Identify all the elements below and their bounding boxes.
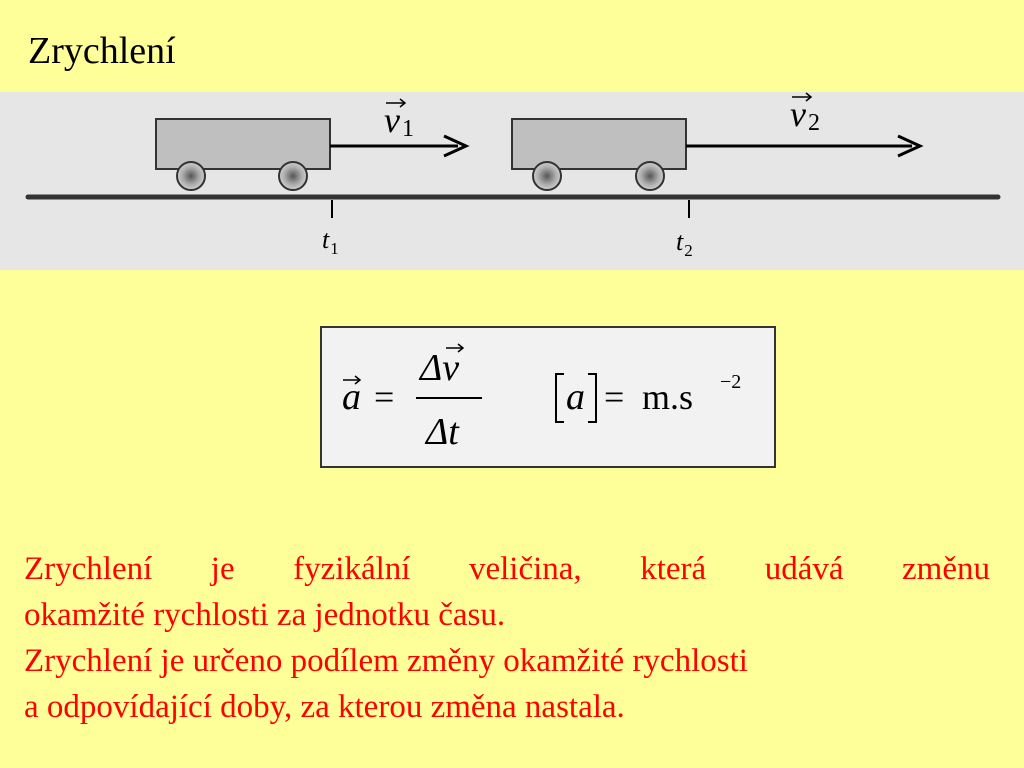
velocity-label-1: v1	[384, 100, 414, 142]
velocity-arrow-2	[686, 136, 920, 156]
slide-title: Zrychlení	[28, 30, 176, 72]
acceleration-formula-box	[320, 326, 776, 468]
definition-text	[24, 546, 990, 730]
cart-1-wheel-front	[177, 162, 205, 190]
cart-2-wheel-rear	[636, 162, 664, 190]
unit-bracket-left	[556, 374, 564, 422]
formula-denominator: Δt	[426, 411, 459, 453]
velocity-label-2: v2	[790, 94, 820, 136]
cart-2	[512, 119, 686, 190]
cart-2-wheel-front	[533, 162, 561, 190]
unit-base: m.s	[642, 377, 694, 417]
definition-line-4: a odpovídající doby, za kterou změna nastala.	[24, 689, 625, 725]
formula-equals: =	[374, 377, 395, 417]
unit-equals: =	[604, 377, 625, 417]
unit-lhs: a	[566, 376, 585, 418]
definition-line-1: Zrychlení je fyzikální veličina, která udává změnu	[24, 551, 990, 587]
definition-line-2: okamžité rychlosti za jednotku času.	[24, 597, 506, 633]
formula-numerator: Δv	[420, 347, 460, 389]
cart-1-wheel-rear	[279, 162, 307, 190]
cart-diagram	[0, 92, 1024, 270]
definition-line-3: Zrychlení je určeno podílem změny okamžité rychlosti	[24, 643, 748, 679]
unit-exponent: −2	[720, 371, 742, 393]
unit-bracket-right	[588, 374, 596, 422]
cart-1	[156, 119, 330, 190]
formula-lhs: a	[342, 376, 361, 418]
time-label-2: $t_2$	[676, 227, 693, 260]
time-label-1: $t_1$	[322, 225, 339, 258]
